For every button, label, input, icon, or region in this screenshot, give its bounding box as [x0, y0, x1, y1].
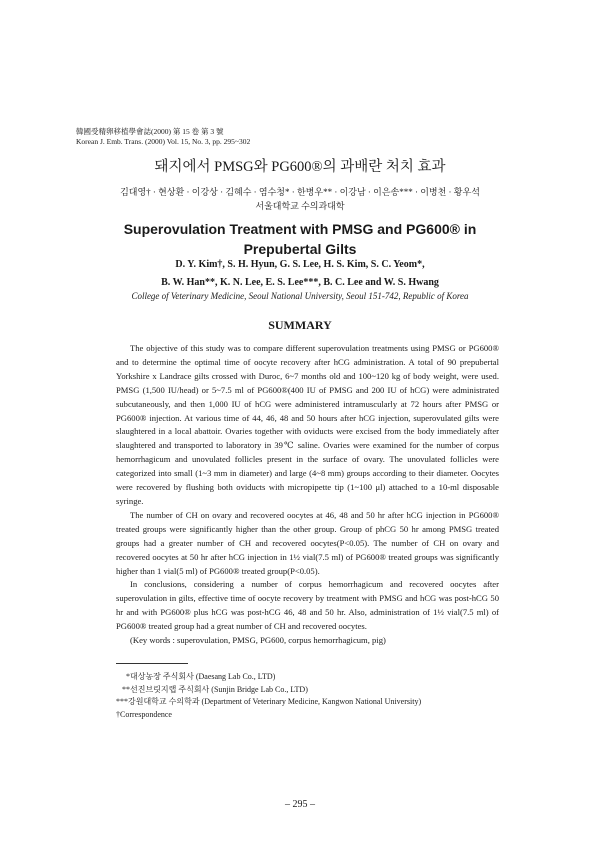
english-authors-line-1: D. Y. Kim†, S. H. Hyun, G. S. Lee, H. S. Kim, S. C. Yeom*,: [175, 259, 425, 270]
korean-title: 돼지에서 PMSG와 PG600®의 과배란 처치 효과: [154, 159, 446, 175]
footnotes: [116, 671, 516, 721]
summary-paragraph: The objective of this study was to compare different superovulation treatments using PMSG or PG600® and to determine the optimal time of oocyte recovery after hCG administration. A total of 90 prepubertal Yorkshire x Landrace gilts crossed with Duroc, 6~7 months old and 100~120 kg of body weight, were used. PMSG (1,500 IU/head) or 5~7.5 ml of PG600®(400 IU of PMSG and 200 IU of hCG) were administrated subcutaneously, and then 1,000 IU of hCG were administered intramuscularly at 72 hours after PMSG or PG600® injection. At various time of 44, 46, 48 and 50 hours after hCG injection, superovulated gilts were slaughtered in a local abattoir. Ovaries together with oviducts were excised from the body immediately after slaughtered and transported to laboratory in 39℃ saline. Ovaries were examined for the number of corpus hemorrhagicum and unovulated follicles present in the surface of ovary. The unovulated follicles were categorized into small (1~3 mm in diameter) and large (4~8 mm) groups according to their diameter. Oocytes were recovered by flushing both oviducts with micropipette tip (1~100 μl) attached to a 10-ml disposable syringe.: [116, 343, 499, 506]
keywords: (Key words : superovulation, PMSG, PG600, corpus hemorrhagicum, pig): [130, 635, 386, 646]
english-affiliation: College of Veterinary Medicine, Seoul National University, Seoul 151-742, Republic of Korea: [131, 291, 469, 301]
footnote-item: *대상농장 주식회사 (Daesang Lab Co., LTD): [126, 672, 276, 681]
footnote-item: **선진브릿지랩 주식회사 (Sunjin Bridge Lab Co., LTD): [122, 684, 308, 694]
english-title-line-2: Prepubertal Gilts: [243, 241, 357, 257]
summary-heading: SUMMARY: [268, 318, 332, 332]
english-title: [0, 219, 600, 259]
footnote-rule: [116, 663, 188, 664]
korean-affiliation: 서울대학교 수의과대학: [255, 201, 345, 211]
korean-authors: 김대영† · 현상환 · 이강상 · 김혜수 · 염수청* · 한병우** · 이강남 · 이은송*** · 이병천 · 황우석: [120, 187, 480, 197]
english-title-line-1: Superovulation Treatment with PMSG and PG600® in: [123, 221, 477, 237]
journal-line-korean: 韓國受精卵移植學會誌(2000) 第 15 卷 第 3 號: [76, 127, 224, 136]
summary-paragraph: In conclusions, considering a number of corpus hemorrhagicum and recovered oocytes after superovulation in gilts, effective time of oocyte recovery by treatment with PMSG and hCG was post-hCG 50 hr and with PG600® plus hCG was post-hCG 46, 48 and 50 hr. Also, administration of 1½ vial(7.5 ml) of PG600® treated group had a great number of CH and recovered oocytes.: [116, 579, 499, 632]
page-number: – 295 –: [285, 799, 315, 810]
footnote-item: ***강원대학교 수의학과 (Department of Veterinary Medicine, Kangwon National University): [116, 697, 422, 706]
journal-line-english: Korean J. Emb. Trans. (2000) Vol. 15, No. 3, pp. 295~302: [76, 137, 251, 146]
summary-paragraph: The number of CH on ovary and recovered oocytes at 46, 48 and 50 hr after hCG injection in PG600® treated groups were significantly higher than the other group. Group of phCG 50 hr among PMSG treated groups had a greater number of CH and recovered oocytes(P<0.05). The number of CH on ovary and recovered oocytes at 50 hr after hCG injection in 1½ vial(7.5 ml) of PG600® treated groups was significantly higher than 1 vial(5 ml) of PG600® treated group(P<0.05).: [116, 509, 499, 576]
english-authors-line-2: B. W. Han**, K. N. Lee, E. S. Lee***, B. C. Lee and W. S. Hwang: [161, 277, 439, 288]
summary-body: [116, 342, 499, 648]
footnote-item: †Correspondence: [116, 709, 172, 719]
